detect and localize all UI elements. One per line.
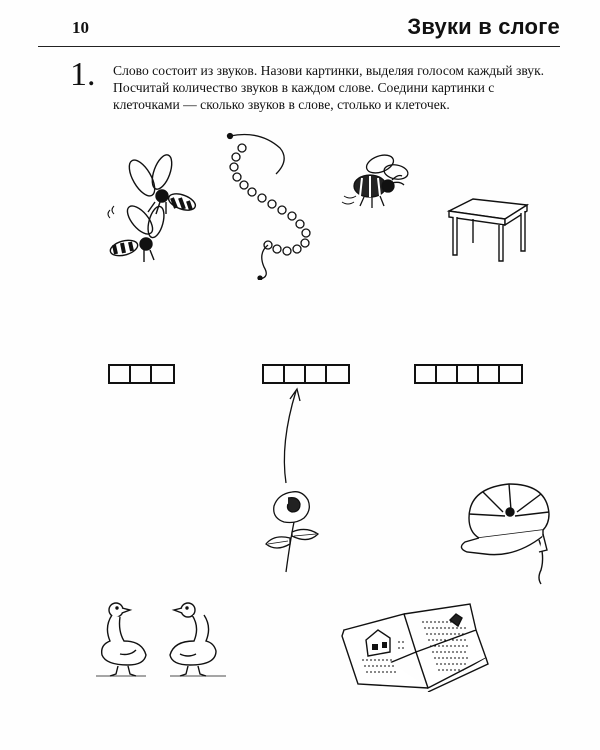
box-cell [110, 366, 131, 382]
geese-icon[interactable] [96, 600, 256, 680]
connector-arrow [270, 385, 320, 489]
book-icon[interactable] [340, 592, 490, 692]
box-cell [327, 366, 348, 382]
box-group-five-cells[interactable] [414, 364, 523, 384]
beads-icon[interactable] [220, 130, 330, 280]
task-number: 1. [70, 56, 96, 93]
rose-icon[interactable] [262, 486, 328, 576]
stool-icon[interactable] [443, 195, 533, 265]
box-cell [131, 366, 152, 382]
task-instructions: Слово состоит из звуков. Назови картинки, выделяя голосом каждый звук. Посчитай количество звуков в каждом слове. Соедини картинки с клеточками — сколько звуков в слове, столько и клеточек. [113, 63, 545, 112]
wasps-icon[interactable] [100, 150, 210, 265]
box-cell [416, 366, 437, 382]
box-cell [264, 366, 285, 382]
box-group-four-cells[interactable] [262, 364, 350, 384]
header-divider [38, 46, 560, 47]
page-title: Звуки в слоге [407, 14, 560, 39]
box-cell [306, 366, 327, 382]
box-cell [285, 366, 306, 382]
box-group-three-cells[interactable] [108, 364, 175, 384]
box-cell [458, 366, 479, 382]
box-cell [500, 366, 521, 382]
box-cell [437, 366, 458, 382]
box-cell [152, 366, 173, 382]
page-number: 10 [72, 18, 89, 37]
box-cell [479, 366, 500, 382]
cap-icon[interactable] [455, 478, 555, 588]
page-header [38, 14, 560, 44]
bee-icon[interactable] [340, 150, 410, 215]
